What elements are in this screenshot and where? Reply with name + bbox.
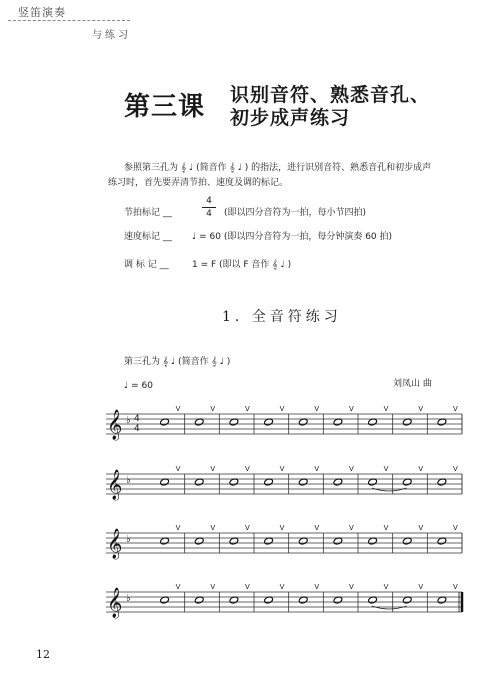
lesson-number: 第三课	[124, 92, 206, 122]
flat-key-signature-icon: ♭	[126, 593, 131, 604]
breath-mark: V	[349, 405, 354, 413]
breath-mark: V	[175, 405, 181, 413]
breath-mark: V	[210, 524, 216, 532]
section-title: 1. 全音符练习	[222, 309, 342, 325]
speed-marking-explanation: ♩ = 60 (即以四分音符为一拍，每分钟演奏 60 拍)	[192, 232, 393, 242]
breath-mark: V	[279, 405, 285, 413]
treble-clef-icon: 𝄞	[107, 529, 123, 559]
breath-mark: V	[418, 465, 424, 473]
breath-mark: V	[418, 524, 424, 532]
page-number: 12	[36, 648, 50, 661]
breath-mark: V	[383, 524, 389, 532]
exercise-composer: 刘凤山 曲	[393, 379, 432, 389]
breath-mark: V	[245, 524, 250, 532]
tie-mark	[372, 488, 407, 491]
beat-marking-explanation: (即以四分音符为一拍，每小节四拍)	[224, 208, 367, 218]
breath-mark: V	[210, 405, 216, 413]
breath-mark: V	[418, 583, 424, 591]
breath-mark: V	[349, 465, 354, 473]
lesson-title-line2: 初步成声练习	[230, 107, 351, 129]
beat-marking-label: 节拍标记 __	[124, 208, 172, 218]
time-signature-numerator-mark: 4	[134, 414, 140, 424]
breath-mark: V	[245, 465, 250, 473]
breath-mark: V	[453, 583, 458, 591]
book-title: 竖笛演奏	[18, 6, 66, 19]
breath-mark: V	[210, 465, 216, 473]
breath-mark: V	[175, 465, 181, 473]
breath-mark: V	[279, 583, 285, 591]
lesson-title-line1: 识别音符、熟悉音孔、	[230, 84, 431, 106]
breath-mark: V	[349, 524, 354, 532]
breath-mark: V	[383, 583, 389, 591]
time-signature-numerator: 4	[206, 196, 212, 206]
exercise-hole-note: 第三孔为 𝄞 ♩ (简音作 𝄞 ♩ )	[124, 357, 231, 367]
treble-clef-icon: 𝄞	[107, 588, 123, 618]
exercise-tempo: ♩ = 60	[124, 381, 153, 391]
breath-mark: V	[314, 465, 320, 473]
breath-mark: V	[210, 583, 216, 591]
breath-mark: V	[349, 583, 354, 591]
breath-mark: V	[418, 405, 424, 413]
breath-mark: V	[453, 405, 458, 413]
breath-mark: V	[175, 524, 181, 532]
book-subtitle: 与练习	[92, 30, 131, 41]
intro-line-1: 参照第三孔为 𝄞 ♩ (简音作 𝄞 ♩ ) 的指法，进行识别音符、熟悉音孔和初步成声	[124, 163, 432, 173]
breath-mark: V	[279, 524, 285, 532]
breath-mark: V	[453, 524, 458, 532]
breath-mark: V	[245, 405, 250, 413]
intro-line-2: 练习时，首先要弄清节拍、速度及调的标记。	[108, 178, 289, 188]
tie-mark	[372, 606, 407, 609]
key-marking-label: 调 标 记 __	[124, 260, 169, 270]
breath-mark: V	[453, 465, 458, 473]
speed-marking-label: 速度标记 __	[124, 232, 172, 242]
treble-clef-icon: 𝄞	[107, 410, 123, 440]
breath-mark: V	[383, 465, 389, 473]
breath-mark: V	[175, 583, 181, 591]
breath-mark: V	[245, 583, 250, 591]
breath-mark: V	[314, 405, 320, 413]
flat-key-signature-icon: ♭	[126, 415, 131, 426]
time-signature-denominator-mark: 4	[134, 424, 140, 434]
breath-mark: V	[314, 524, 320, 532]
breath-mark: V	[383, 405, 389, 413]
breath-mark: V	[279, 465, 285, 473]
time-signature-denominator: 4	[206, 209, 212, 219]
treble-clef-icon: 𝄞	[107, 470, 123, 500]
breath-mark: V	[314, 583, 320, 591]
flat-key-signature-icon: ♭	[126, 475, 131, 486]
key-marking-explanation: 1 = F (即以 F 音作 𝄞 ♩ )	[192, 260, 292, 270]
flat-key-signature-icon: ♭	[126, 534, 131, 545]
